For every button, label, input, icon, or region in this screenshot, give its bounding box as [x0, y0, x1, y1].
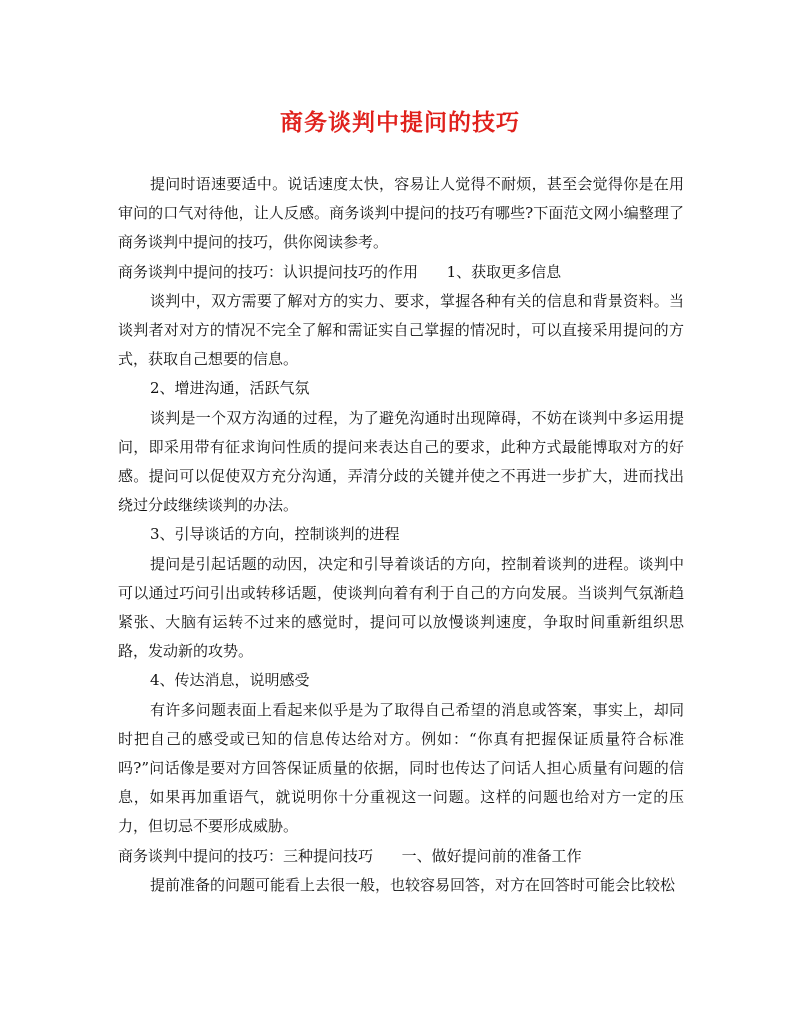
point-4-paragraph: 有许多问题表面上看起来似乎是为了取得自己希望的消息或答案，事实上，却同时把自己的感受或已知的信息传达给对方。例如：“你真有把握保证质量符合标准吗?”问话像是要对方回答保证质量的依据，同时也传达了问话人担心质量有问题的信息，如果再加重语气，就说明你十分重视这一问题。这样的问题也给对方一定的压力，但切忌不要形成威胁。	[118, 700, 684, 836]
section2-paragraph: 提前准备的问题可能看上去很一般，也较容易回答，对方在回答时可能会比较松	[150, 875, 676, 894]
document-body	[118, 170, 684, 900]
point-2-paragraph: 谈判是一个双方沟通的过程，为了避免沟通时出现障碍，不妨在谈判中多运用提问，即采用带有征求询问性质的提问来表达自己的要求，此种方式最能博取对方的好感。提问可以促使双方充分沟通，弄清分歧的关键并使之不再进一步扩大，进而找出绕过分歧继续谈判的办法。	[118, 408, 684, 515]
section1-paragraph: 谈判中，双方需要了解对方的实力、要求，掌握各种有关的信息和背景资料。当谈判者对对方的情况不完全了解和需证实自己掌握的情况时，可以直接采用提问的方式，获取自己想要的信息。	[118, 291, 684, 369]
section-heading-1: 商务谈判中提问的技巧：认识提问技巧的作用 1、获取更多信息	[118, 262, 562, 281]
point-4-title: 4、传达消息，说明感受	[150, 671, 310, 690]
point-3-paragraph: 提问是引起话题的动因，决定和引导着谈话的方向，控制着谈判的进程。谈判中可以通过巧问引出或转移话题，使谈判向着有利于自己的方向发展。当谈判气氛渐趋紧张、大脑有运转不过来的感觉时，提问可以放慢谈判速度，争取时间重新组织思路，发动新的攻势。	[118, 554, 684, 661]
section-heading-2: 商务谈判中提问的技巧：三种提问技巧 一、做好提问前的准备工作	[118, 846, 582, 865]
point-3-title: 3、引导谈话的方向，控制谈判的进程	[150, 525, 400, 544]
document-title: 商务谈判中提问的技巧	[280, 109, 520, 136]
point-2-title: 2、增进沟通，活跃气氛	[150, 379, 310, 398]
intro-paragraph: 提问时语速要适中。说话速度太快，容易让人觉得不耐烦，甚至会觉得你是在用审问的口气对待他，让人反感。商务谈判中提问的技巧有哪些?下面范文网小编整理了商务谈判中提问的技巧，供你阅读参考。	[118, 175, 684, 252]
